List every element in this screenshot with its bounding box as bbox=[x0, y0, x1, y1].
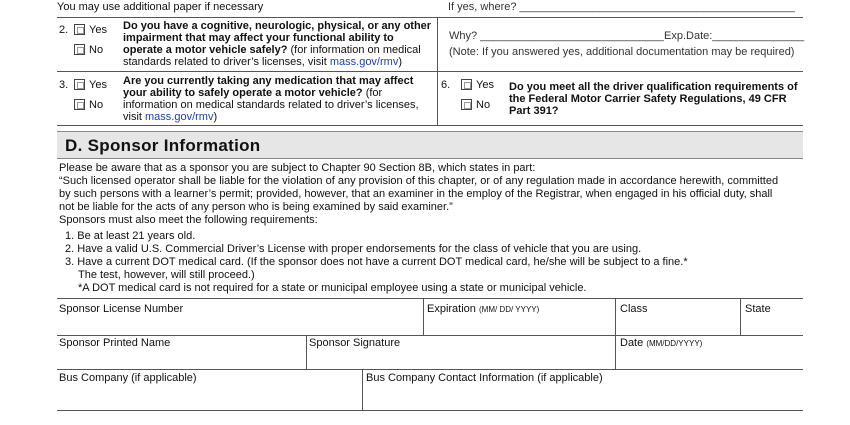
divider bbox=[615, 298, 616, 369]
q3-yes-checkbox[interactable] bbox=[74, 79, 85, 90]
class-field[interactable]: Class bbox=[620, 303, 648, 315]
sponsor-paragraph-3: by such persons with a learner’s permit; provided, however, that an examiner in the employ of the Registrar, when engaged in his official duty, shall bbox=[59, 188, 773, 200]
bus-company-contact-field[interactable]: Bus Company Contact Information (if applicable) bbox=[366, 372, 603, 384]
date-format: (MM/DD/YYYY) bbox=[646, 339, 703, 348]
question-6-number: 6. bbox=[441, 79, 451, 91]
divider bbox=[57, 410, 803, 411]
q2-yes-label: Yes bbox=[89, 24, 107, 36]
requirement-2: 2. Have a valid U.S. Commercial Driver’s License with proper endorsements for the class of vehicle that you are using. bbox=[65, 243, 642, 255]
expiration-format: (MM/ DD/ YYYY) bbox=[478, 305, 540, 314]
section-title: D. Sponsor Information bbox=[65, 136, 261, 155]
q3-pre: visit bbox=[123, 111, 145, 123]
bus-company-field[interactable]: Bus Company (if applicable) bbox=[59, 372, 197, 384]
q6-no-checkbox[interactable] bbox=[461, 99, 472, 110]
q3-post: ) bbox=[213, 111, 218, 123]
q3-text-line-2 bbox=[123, 87, 382, 99]
sponsor-license-number-field[interactable]: Sponsor License Number bbox=[59, 303, 184, 315]
q2-text-line-2: impairment that may affect your functional ability to bbox=[123, 32, 394, 44]
q3-yes-label: Yes bbox=[89, 79, 107, 91]
q2-no-label: No bbox=[89, 44, 104, 56]
q3-rest: (for bbox=[362, 87, 383, 99]
divider bbox=[57, 17, 803, 18]
additional-paper-note: You may use additional paper if necessary bbox=[57, 1, 264, 13]
q2-link[interactable]: mass.gov/rmv bbox=[329, 56, 399, 68]
section-d-header bbox=[57, 131, 803, 159]
expiration-field[interactable] bbox=[427, 303, 539, 316]
q6-no-label: No bbox=[476, 99, 491, 111]
divider bbox=[57, 125, 803, 126]
expiration-label: Expiration bbox=[427, 303, 476, 315]
divider bbox=[362, 369, 363, 410]
sponsor-paragraph-4: not be liable for the acts of any person who is being examined by said examiner.” bbox=[59, 201, 453, 213]
divider bbox=[740, 298, 741, 335]
divider bbox=[57, 335, 803, 336]
q3-link[interactable]: mass.gov/rmv bbox=[145, 111, 214, 123]
divider bbox=[423, 298, 424, 335]
sponsor-paragraph-5: Sponsors must also meet the following requirements: bbox=[59, 214, 318, 226]
requirement-3-note: *A DOT medical card is not required for a state or municipal employee using a state or municipal vehicle. bbox=[78, 282, 587, 294]
q2-text-line-3 bbox=[123, 44, 421, 56]
if-yes-where-field[interactable]: If yes, where? _____________________________________________ bbox=[448, 1, 795, 13]
divider bbox=[57, 298, 803, 299]
q6-text-line-2: the Federal Motor Carrier Safety Regulations, 49 CFR bbox=[509, 93, 787, 105]
sponsor-paragraph-2: “Such licensed operator shall be liable for the violation of any provision of this chapter, or of any regulation made in accordance herewith, committed bbox=[59, 175, 779, 187]
divider bbox=[57, 71, 437, 72]
q2-text-line-4 bbox=[123, 56, 402, 68]
exp-date-field[interactable]: Exp.Date:_______________ bbox=[664, 30, 805, 42]
q2-post: ) bbox=[398, 56, 402, 68]
state-field[interactable]: State bbox=[745, 303, 771, 315]
q2-bold: operate a motor vehicle safely? bbox=[123, 44, 288, 56]
question-2-number: 2. bbox=[59, 24, 69, 36]
q2-no-checkbox[interactable] bbox=[74, 44, 85, 55]
q6-yes-label: Yes bbox=[476, 79, 494, 91]
q6-text-line-1: Do you meet all the driver qualification requirements of bbox=[509, 81, 798, 93]
q2-text-line-1: Do you have a cognitive, neurologic, physical, or any other bbox=[123, 20, 432, 32]
q2-rest: (for information on medical bbox=[287, 44, 421, 56]
divider bbox=[437, 71, 803, 72]
q6-text-line-3: Part 391? bbox=[509, 105, 559, 117]
q3-text-line-1: Are you currently taking any medication that may affect bbox=[123, 75, 414, 87]
requirement-3: 3. Have a current DOT medical card. (If the sponsor does not have a current DOT medical card, he/she will be subject to a fine.* bbox=[65, 256, 688, 268]
q2-yes-checkbox[interactable] bbox=[74, 24, 85, 35]
q2-pre: standards related to driver’s licenses, visit bbox=[123, 56, 330, 68]
sponsor-signature-field[interactable]: Sponsor Signature bbox=[309, 337, 401, 349]
q3-bold: your ability to safely operate a motor vehicle? bbox=[123, 87, 363, 99]
q3-no-checkbox[interactable] bbox=[74, 99, 85, 110]
date-field[interactable] bbox=[620, 337, 702, 350]
q6-yes-checkbox[interactable] bbox=[461, 79, 472, 90]
sponsor-printed-name-field[interactable]: Sponsor Printed Name bbox=[59, 337, 171, 349]
q3-text-line-3: information on medical standards related to driver’s licenses, bbox=[123, 99, 419, 111]
divider bbox=[306, 335, 307, 369]
requirement-3-cont: The test, however, will still proceed.) bbox=[78, 269, 255, 281]
why-field[interactable]: Why? ______________________________ bbox=[449, 30, 664, 42]
q3-text-line-4 bbox=[123, 111, 217, 123]
date-label: Date bbox=[620, 337, 644, 349]
requirement-1: 1. Be at least 21 years old. bbox=[65, 230, 196, 242]
documentation-note: (Note: If you answered yes, additional documentation may be required) bbox=[449, 46, 795, 58]
question-3-number: 3. bbox=[59, 79, 69, 91]
sponsor-paragraph-1: Please be aware that as a sponsor you are subject to Chapter 90 Section 8B, which states in part: bbox=[59, 162, 536, 174]
q3-no-label: No bbox=[89, 99, 104, 111]
divider bbox=[57, 369, 803, 370]
